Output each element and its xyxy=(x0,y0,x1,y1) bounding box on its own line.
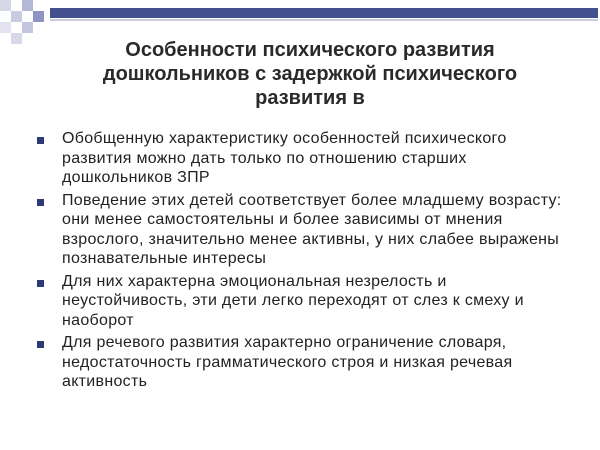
bullet-text: Обобщенную характеристику особенностей психического развития можно дать только по отношению старших дошкольников ЗПР xyxy=(62,130,507,186)
square-bullet-icon xyxy=(37,341,44,348)
bullet-list xyxy=(32,129,572,395)
square-bullet-icon xyxy=(37,280,44,287)
bullet-item xyxy=(32,191,572,269)
slide-title: Особенности психического развития дошкольников с задержкой психического развития в xyxy=(102,39,518,109)
square-bullet-icon xyxy=(37,199,44,206)
bullet-text: Поведение этих детей соответствует более младшему возрасту: они менее самостоятельны и более зависимы от мнения взрослого, значительно менее активны, у них слабее выражены познавательные интересы xyxy=(62,191,562,267)
square-bullet-icon xyxy=(37,137,44,144)
bullet-item xyxy=(32,129,572,188)
bullet-item xyxy=(32,333,572,392)
header-bar xyxy=(50,8,598,18)
bullet-item xyxy=(32,272,572,331)
bullet-text: Для речевого развития характерно ограничение словаря, недостаточность грамматического строя и низкая речевая активность xyxy=(62,334,513,390)
header-bar-underline xyxy=(50,19,598,21)
bullet-text: Для них характерна эмоциональная незрелость и неустойчивость, эти дети легко переходят от слез к смеху и наоборот xyxy=(62,272,524,329)
